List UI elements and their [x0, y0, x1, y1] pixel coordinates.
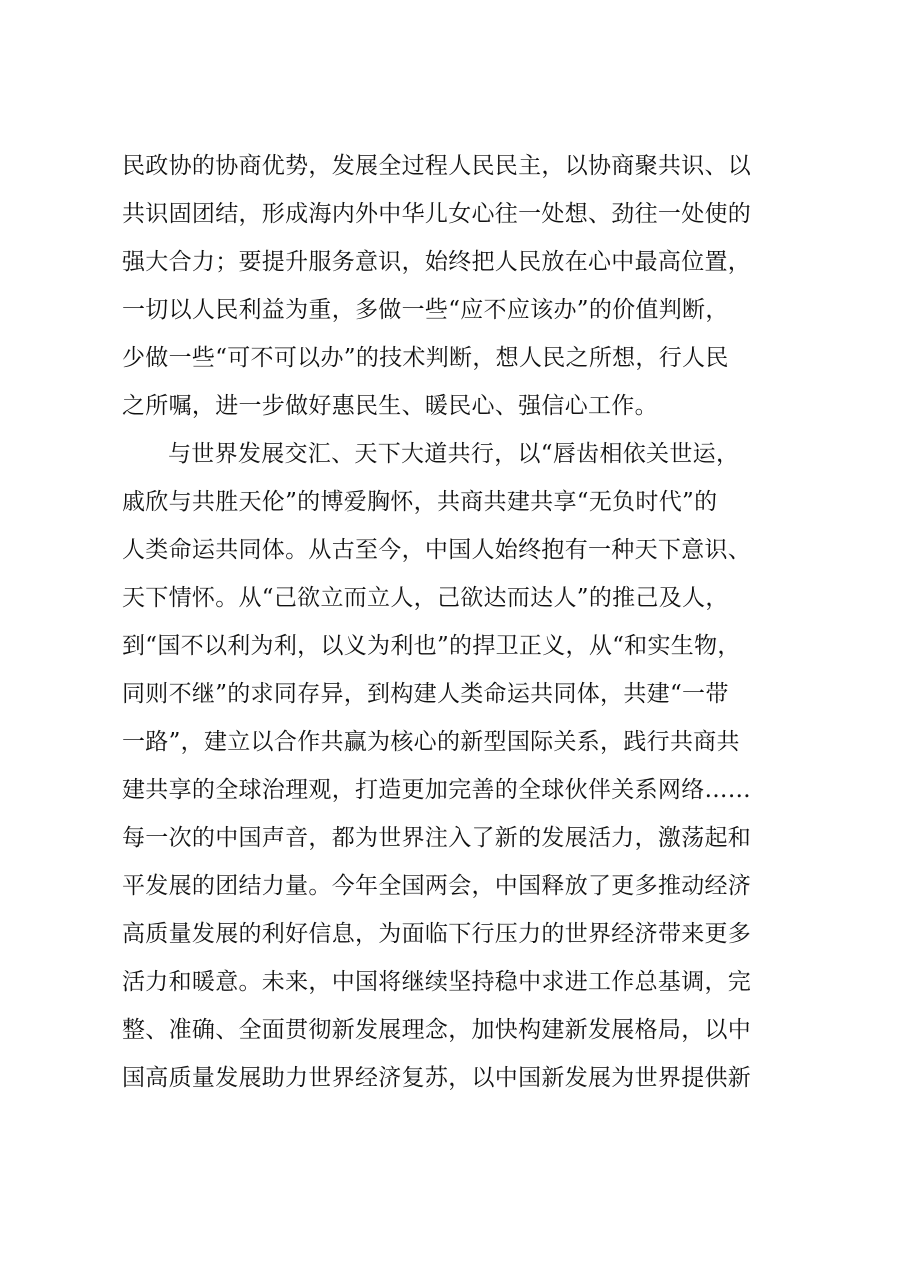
text-line: 活力和暖意。未来，中国将继续坚持稳中求进工作总基调，完 — [122, 969, 752, 995]
text-line: 一路”，建立以合作共赢为核心的新型国际关系，践行共商共 — [122, 729, 740, 755]
text-line: 到“国不以利为利，以义为利也”的捍卫正义，从“和实生物， — [122, 633, 741, 659]
text-line: 平发展的团结力量。今年全国两会，中国释放了更多推动经济 — [122, 873, 752, 899]
text-line: 人类命运共同体。从古至今，中国人始终抱有一种天下意识、 — [122, 537, 752, 563]
text-line: 之所嘱，进一步做好惠民生、暖民心、强信心工作。 — [122, 393, 658, 419]
text-line: 每一次的中国声音，都为世界注入了新的发展活力，激荡起和 — [122, 825, 752, 851]
text-line: 强大合力；要提升服务意识，始终把人民放在心中最高位置， — [122, 249, 752, 275]
text-line: 整、准确、全面贯彻新发展理念，加快构建新发展格局，以中 — [122, 1017, 752, 1043]
text-line: 民政协的协商优势，发展全过程人民民主，以协商聚共识、以 — [122, 153, 752, 179]
text-line: 国高质量发展助力世界经济复苏，以中国新发展为世界提供新 — [122, 1065, 752, 1091]
text-line: 建共享的全球治理观，打造更加完善的全球伙伴关系网络…… — [122, 777, 752, 803]
paragraph-first-line: 与世界发展交汇、天下大道共行，以“唇齿相依关世运， — [168, 441, 740, 467]
text-line: 少做一些“可不可以办”的技术判断，想人民之所想，行人民 — [122, 345, 729, 371]
text-line: 天下情怀。从“己欲立而立人，己欲达而达人”的推己及人， — [122, 585, 729, 611]
text-line: 高质量发展的利好信息，为面临下行压力的世界经济带来更多 — [122, 921, 752, 947]
text-line: 共识固团结，形成海内外中华儿女心往一处想、劲往一处使的 — [122, 201, 752, 227]
text-line: 一切以人民利益为重，多做一些“应不应该办”的价值判断， — [122, 297, 729, 323]
text-line: 同则不继”的求同存异，到构建人类命运共同体，共建“一带 — [122, 681, 729, 707]
text-line: 戚欣与共胜天伦”的博爱胸怀，共商共建共享“无负时代”的 — [122, 489, 718, 515]
